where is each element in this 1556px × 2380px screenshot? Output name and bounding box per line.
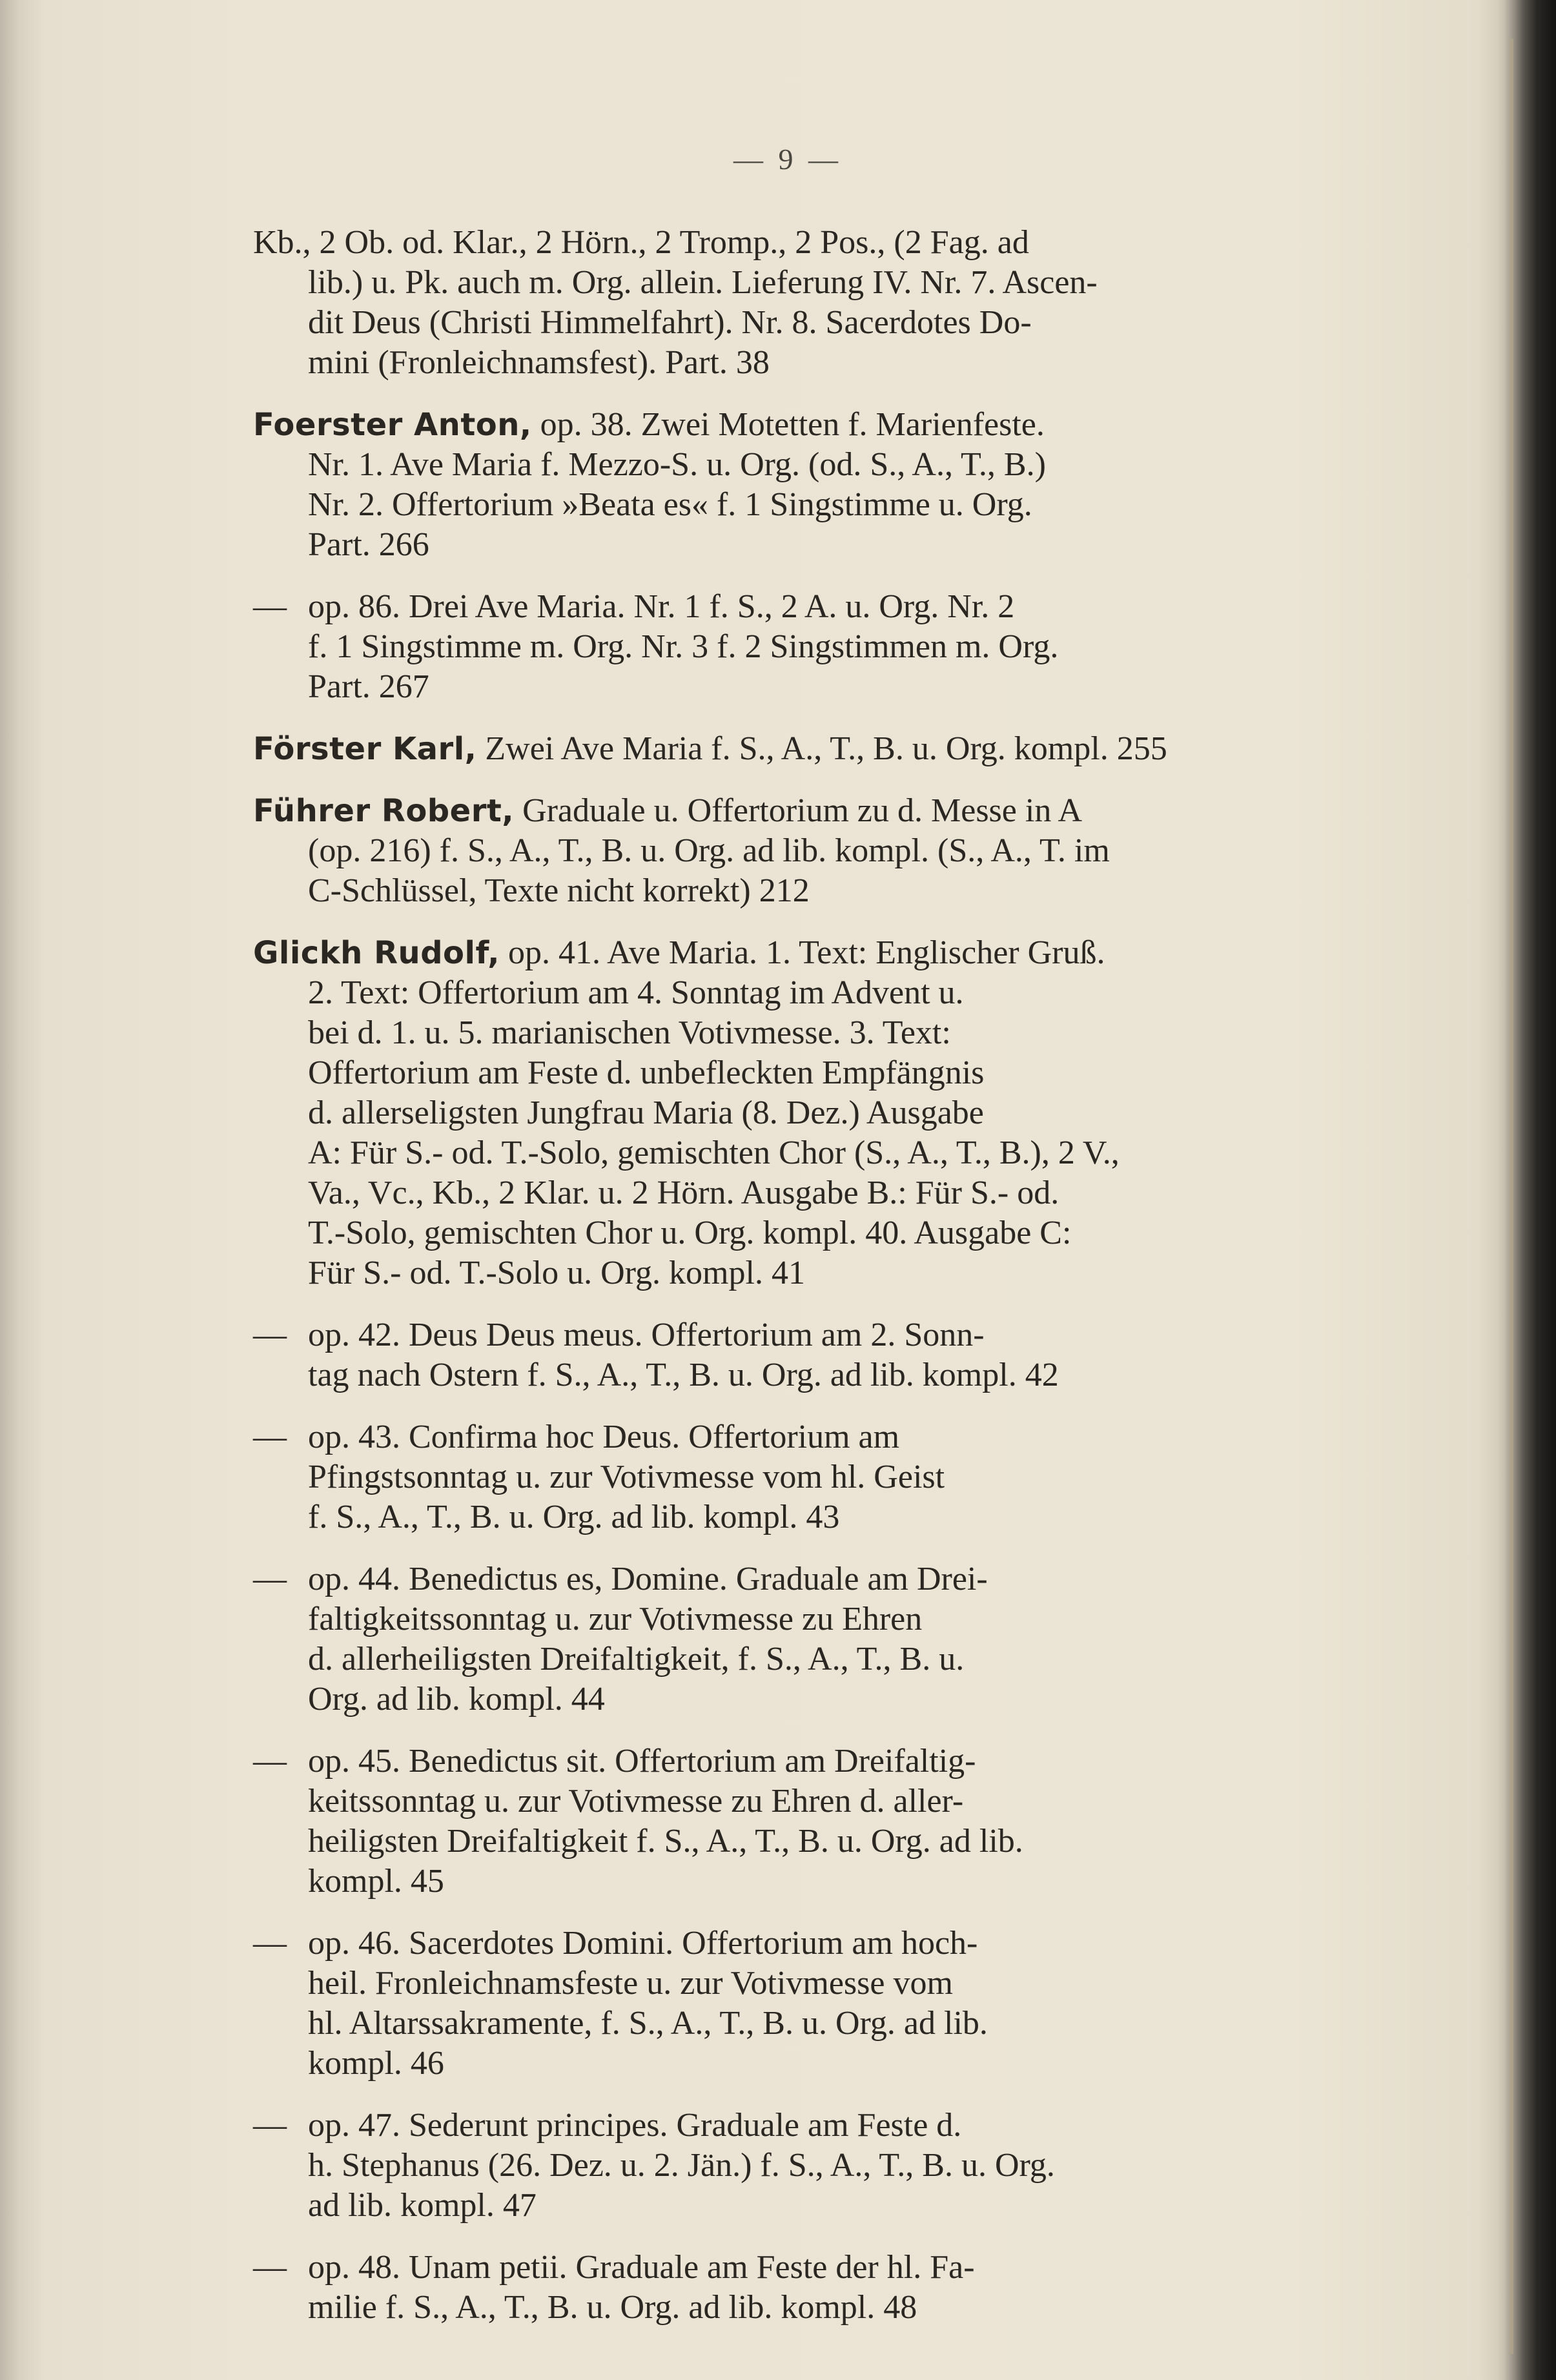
catalog-entry [253,1417,1364,1537]
entry-line [253,2146,1364,2186]
ditto-dash: — [253,1561,287,1597]
entry-line [253,1741,1364,1781]
entry-line [253,1315,1364,1355]
ditto-dash: — [253,2249,287,2286]
entry-line [253,2288,1364,2328]
entry-text: faltigkeitssonntag u. zur Votivmesse zu Ehren [308,1601,923,1637]
entry-text: op. 38. Zwei Motetten f. Marienfeste. [531,406,1045,443]
entry-text: op. 48. Unam petii. Graduale am Feste der hl. Fa- [308,2249,975,2286]
entry-text: Kb., 2 Ob. od. Klar., 2 Hörn., 2 Tromp., 2 Pos., (2 Fag. ad [253,224,1029,261]
catalog-entry [253,405,1364,565]
entry-line [253,1599,1364,1639]
entry-text: hl. Altarssakramente, f. S., A., T., B. u. Org. ad lib. [308,2005,988,2042]
entry-text: heil. Fronleichnamsfeste u. zur Votivmesse vom [308,1965,953,2002]
entry-text: h. Stephanus (26. Dez. u. 2. Jän.) f. S., A., T., B. u. Org. [308,2147,1055,2184]
entry-text: op. 45. Benedictus sit. Offertorium am Dreifaltig- [308,1743,976,1780]
entry-text: op. 46. Sacerdotes Domini. Offertorium am hoch- [308,1925,978,1962]
entry-line [253,2044,1364,2084]
entry-text: Part. 267 [308,668,429,705]
entry-text: A: Für S.- od. T.-Solo, gemischten Chor (S., A., T., B.), 2 V., [308,1134,1120,1171]
catalog-entry [253,1923,1364,2084]
composer-name: Glickh Rudolf, [253,935,500,971]
entry-line [253,1862,1364,1902]
catalog-entry [253,933,1364,1293]
composer-name: Führer Robert, [253,793,515,829]
ditto-dash: — [253,2107,287,2144]
entry-text: op. 43. Confirma hoc Deus. Offertorium am [308,1419,900,1455]
entry-line [253,445,1364,485]
entry-line [253,871,1364,911]
composer-name: Foerster Anton, [253,407,532,443]
catalog-text [253,223,1364,2350]
entry-text: Pfingstsonntag u. zur Votivmesse vom hl. Geist [308,1459,945,1495]
entry-text: Org. ad lib. kompl. 44 [308,1681,605,1718]
entry-line [253,1173,1364,1213]
entry-line [253,2248,1364,2288]
entry-line [253,1457,1364,1497]
composer-name: Förster Karl, [253,731,477,767]
ditto-dash: — [253,1743,287,1780]
entry-line [253,729,1364,769]
entry-line [253,1253,1364,1293]
catalog-entry [253,587,1364,707]
entry-text: milie f. S., A., T., B. u. Org. ad lib. kompl. 48 [308,2289,917,2326]
entry-line [253,587,1364,627]
entry-text: mini (Fronleichnamsfest). Part. 38 [308,344,770,381]
entry-line [253,1964,1364,2004]
entry-text: op. 42. Deus Deus meus. Offertorium am 2. Sonn- [308,1317,985,1353]
entry-line [253,1781,1364,1821]
entry-text: kompl. 45 [308,1863,444,1900]
entry-text: op. 47. Sederunt principes. Graduale am Feste d. [308,2107,962,2144]
entry-line [253,525,1364,565]
entry-line [253,485,1364,525]
entry-text: f. S., A., T., B. u. Org. ad lib. kompl. 43 [308,1499,840,1535]
ditto-dash: — [253,1419,287,1455]
entry-line [253,933,1364,973]
entry-line [253,1821,1364,1862]
ditto-dash: — [253,588,287,625]
ditto-dash: — [253,1925,287,1962]
catalog-entry [253,1315,1364,1395]
entry-line [253,1013,1364,1053]
entry-line [253,667,1364,707]
entry-line [253,1053,1364,1093]
entry-line [253,1417,1364,1457]
entry-text: Nr. 1. Ave Maria f. Mezzo-S. u. Org. (od. S., A., T., B.) [308,446,1046,483]
entry-text: op. 41. Ave Maria. 1. Text: Englischer Gruß. [499,934,1105,971]
entry-text: tag nach Ostern f. S., A., T., B. u. Org. ad lib. kompl. 42 [308,1357,1059,1393]
entry-text: C-Schlüssel, Texte nicht korrekt) 212 [308,872,810,909]
entry-text: Zwei Ave Maria f. S., A., T., B. u. Org. kompl. 255 [476,730,1167,767]
catalog-entry [253,2106,1364,2226]
entry-line [253,1355,1364,1395]
entry-line [253,343,1364,383]
entry-line [253,1213,1364,1253]
page-number: — 9 — [733,143,842,176]
entry-line [253,1093,1364,1133]
entry-text: kompl. 46 [308,2045,444,2082]
entry-text: Offertorium am Feste d. unbefleckten Empfängnis [308,1054,985,1091]
entry-text: heiligsten Dreifaltigkeit f. S., A., T., B. u. Org. ad lib. [308,1823,1023,1860]
entry-text: op. 86. Drei Ave Maria. Nr. 1 f. S., 2 A. u. Org. Nr. 2 [308,588,1015,625]
entry-line [253,2004,1364,2044]
entry-line [253,1133,1364,1173]
entry-text: Für S.- od. T.-Solo u. Org. kompl. 41 [308,1255,805,1291]
catalog-entry [253,729,1364,769]
entry-text: (op. 216) f. S., A., T., B. u. Org. ad lib. kompl. (S., A., T. im [308,832,1110,869]
entry-text: 2. Text: Offertorium am 4. Sonntag im Advent u. [308,974,964,1011]
book-spine-shadow [1498,0,1556,2380]
entry-line [253,627,1364,667]
entry-line [253,1497,1364,1537]
entry-text: Graduale u. Offertorium zu d. Messe in A [514,792,1082,829]
entry-line [253,1923,1364,1964]
entry-line [253,2186,1364,2226]
catalog-entry [253,1741,1364,1902]
catalog-entry [253,223,1364,383]
entry-text: d. allerseligsten Jungfrau Maria (8. Dez.) Ausgabe [308,1094,984,1131]
entry-text: op. 44. Benedictus es, Domine. Graduale am Drei- [308,1561,988,1597]
entry-line [253,831,1364,871]
entry-text: Part. 266 [308,526,429,563]
entry-line [253,973,1364,1013]
entry-text: ad lib. kompl. 47 [308,2187,537,2224]
entry-line [253,303,1364,343]
entry-line [253,1679,1364,1719]
entry-line [253,263,1364,303]
entry-text: f. 1 Singstimme m. Org. Nr. 3 f. 2 Singstimmen m. Org. [308,628,1059,665]
entry-line [253,1559,1364,1599]
entry-line [253,223,1364,263]
entry-text: Va., Vc., Kb., 2 Klar. u. 2 Hörn. Ausgabe B.: Für S.- od. [308,1175,1060,1211]
entry-text: keitssonntag u. zur Votivmesse zu Ehren d. aller- [308,1783,964,1820]
entry-text: dit Deus (Christi Himmelfahrt). Nr. 8. Sacerdotes Do- [308,304,1032,341]
catalog-entry [253,791,1364,911]
catalog-entry [253,1559,1364,1719]
entry-line [253,405,1364,445]
entry-line [253,2106,1364,2146]
ditto-dash: — [253,1317,287,1353]
entry-line [253,791,1364,831]
entry-line [253,1639,1364,1679]
entry-text: lib.) u. Pk. auch m. Org. allein. Lieferung IV. Nr. 7. Ascen- [308,264,1098,301]
entry-text: T.-Solo, gemischten Chor u. Org. kompl. 40. Ausgabe C: [308,1215,1072,1251]
catalog-entry [253,2248,1364,2328]
entry-text: bei d. 1. u. 5. marianischen Votivmesse. 3. Text: [308,1014,951,1051]
entry-text: Nr. 2. Offertorium »Beata es« f. 1 Singstimme u. Org. [308,486,1032,523]
entry-text: d. allerheiligsten Dreifaltigkeit, f. S., A., T., B. u. [308,1641,965,1677]
